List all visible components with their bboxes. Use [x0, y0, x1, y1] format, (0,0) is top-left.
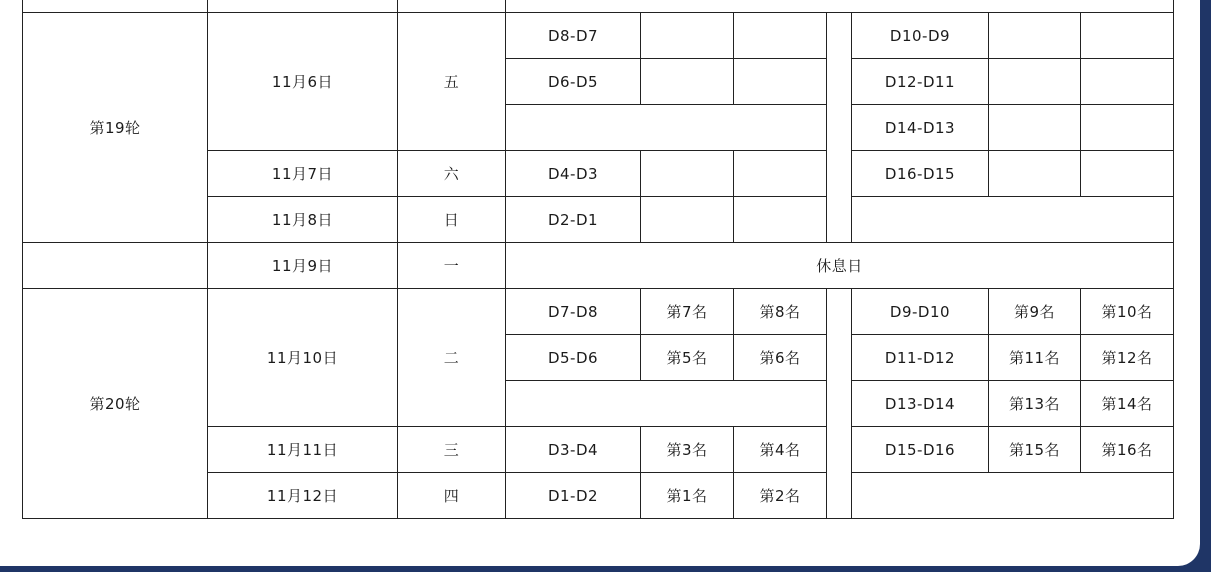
match-pairing: D3-D4 [506, 427, 641, 473]
match-pairing: D12-D11 [852, 59, 989, 105]
table-row [23, 13, 1174, 59]
table-cell [989, 151, 1081, 197]
match-pairing: D10-D9 [852, 13, 989, 59]
match-weekday: 二 [398, 289, 506, 427]
table-cell [989, 13, 1081, 59]
table-cell [1081, 151, 1174, 197]
away-rank: 第14名 [1081, 381, 1174, 427]
column-divider [827, 289, 852, 519]
table-cell [641, 197, 734, 243]
table-cell [734, 197, 827, 243]
match-pairing: D16-D15 [852, 151, 989, 197]
home-rank: 第15名 [989, 427, 1081, 473]
match-pairing: D6-D5 [506, 59, 641, 105]
match-pairing: D14-D13 [852, 105, 989, 151]
match-pairing: D1-D2 [506, 473, 641, 519]
match-pairing: D5-D6 [506, 335, 641, 381]
round-label: 第20轮 [23, 289, 208, 519]
schedule-table [22, 0, 1174, 519]
match-date: 11月8日 [208, 197, 398, 243]
away-rank: 第8名 [734, 289, 827, 335]
away-rank: 第6名 [734, 335, 827, 381]
table-cell [23, 243, 208, 289]
table-cell [506, 381, 827, 427]
table-cell [989, 105, 1081, 151]
away-rank: 第16名 [1081, 427, 1174, 473]
home-rank: 第5名 [641, 335, 734, 381]
table-row [23, 0, 1174, 13]
table-cell [641, 151, 734, 197]
rest-date: 11月9日 [208, 243, 398, 289]
match-pairing: D7-D8 [506, 289, 641, 335]
table-cell [641, 59, 734, 105]
match-date: 11月6日 [208, 13, 398, 151]
away-rank: 第4名 [734, 427, 827, 473]
match-pairing: D11-D12 [852, 335, 989, 381]
table-cell [734, 13, 827, 59]
home-rank: 第1名 [641, 473, 734, 519]
match-weekday: 五 [398, 13, 506, 151]
match-date: 11月12日 [208, 473, 398, 519]
table-cell [398, 0, 506, 13]
match-date: 11月10日 [208, 289, 398, 427]
table-cell [989, 59, 1081, 105]
table-row [23, 243, 1174, 289]
column-divider [827, 13, 852, 243]
table-cell [208, 0, 398, 13]
round-label: 第19轮 [23, 13, 208, 243]
table-cell [734, 59, 827, 105]
away-rank: 第12名 [1081, 335, 1174, 381]
table-row [23, 289, 1174, 335]
rest-weekday: 一 [398, 243, 506, 289]
table-cell [1081, 105, 1174, 151]
match-pairing: D13-D14 [852, 381, 989, 427]
match-weekday: 四 [398, 473, 506, 519]
match-date: 11月11日 [208, 427, 398, 473]
match-date: 11月7日 [208, 151, 398, 197]
match-pairing: D15-D16 [852, 427, 989, 473]
table-cell [734, 151, 827, 197]
rest-day-label: 休息日 [506, 243, 1174, 289]
table-cell [1081, 59, 1174, 105]
table-cell [1081, 13, 1174, 59]
table-cell [506, 105, 827, 151]
match-weekday: 三 [398, 427, 506, 473]
match-pairing: D9-D10 [852, 289, 989, 335]
away-rank: 第2名 [734, 473, 827, 519]
table-cell [23, 0, 208, 13]
match-weekday: 日 [398, 197, 506, 243]
table-cell [852, 197, 1174, 243]
table-cell [852, 473, 1174, 519]
table-cell [506, 0, 1174, 13]
match-pairing: D8-D7 [506, 13, 641, 59]
home-rank: 第7名 [641, 289, 734, 335]
home-rank: 第9名 [989, 289, 1081, 335]
home-rank: 第3名 [641, 427, 734, 473]
home-rank: 第11名 [989, 335, 1081, 381]
match-pairing: D2-D1 [506, 197, 641, 243]
match-weekday: 六 [398, 151, 506, 197]
home-rank: 第13名 [989, 381, 1081, 427]
table-cell [641, 13, 734, 59]
away-rank: 第10名 [1081, 289, 1174, 335]
match-pairing: D4-D3 [506, 151, 641, 197]
